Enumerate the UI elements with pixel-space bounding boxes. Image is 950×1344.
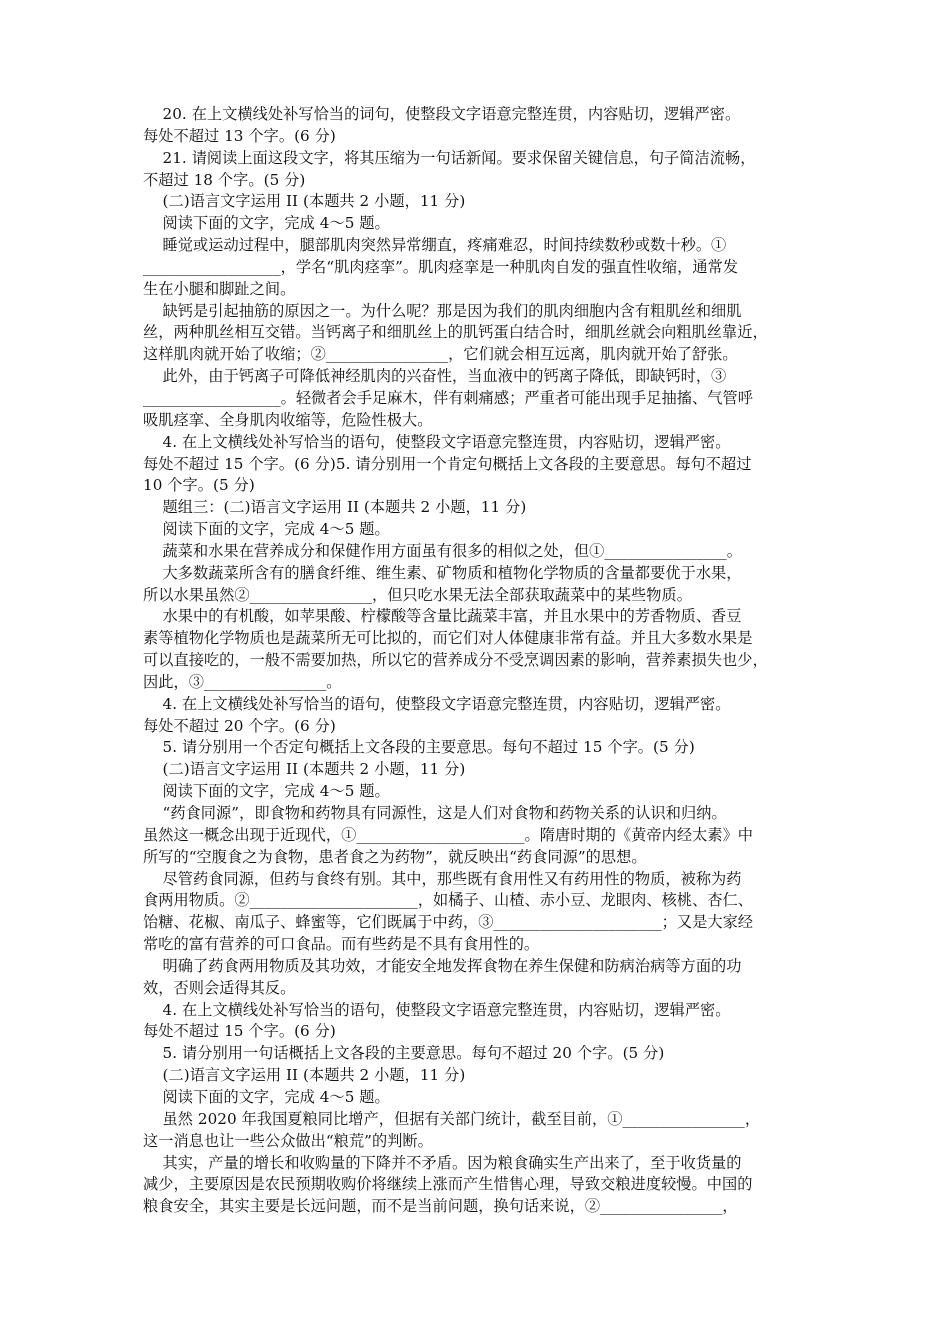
text-line: 不超过 18 个字。(5 分) <box>143 170 306 189</box>
text-line: 每处不超过 20 个字。(6 分) <box>143 716 336 735</box>
text-line: 食两用物质。②______________________，如橘子、山楂、赤小豆、龙眼肉、核桃、杏仁、 <box>143 891 754 910</box>
text-line: 阅读下面的文字，完成 4～5 题。 <box>143 520 390 539</box>
text-line: __________________。轻微者会手足麻木，伴有刺痛感；严重者可能出现手足抽搐、气管呼 <box>143 388 753 407</box>
text-line: 水果中的有机酸，如苹果酸、柠檬酸等含量比蔬菜丰富，并且水果中的芳香物质、香豆 <box>143 607 742 626</box>
text-line: 4. 在上文横线处补写恰当的语句，使整段文字语意完整连贯，内容贴切，逻辑严密。 <box>143 432 731 451</box>
text-line: 这一消息也让一些公众做出“粮荒”的判断。 <box>143 1131 433 1150</box>
text-line: 其实，产量的增长和收购量的下降并不矛盾。因为粮食确实生产出来了，至于收货量的 <box>143 1153 742 1172</box>
text-line: 素等植物化学物质也是蔬菜所无可比拟的，而它们对人体健康非常有益。并且大多数水果是 <box>143 629 753 648</box>
text-line: 这样肌肉就开始了收缩；②________________，它们就会相互远离，肌肉就开始了舒张。 <box>143 345 738 364</box>
text-line: 缺钙是引起抽筋的原因之一。为什么呢？那是因为我们的肌肉细胞内含有粗肌丝和细肌 <box>143 301 742 320</box>
text-line: 明确了药食两用物质及其功效，才能安全地发挥食物在养生保健和防病治病等方面的功 <box>143 956 742 975</box>
text-line: 10 个字。(5 分) <box>143 476 255 495</box>
text-line: 每处不超过 15 个字。(6 分)5. 请分别用一个肯定句概括上文各段的主要意思。每句不超过 <box>143 454 752 473</box>
text-line: 丝，两种肌丝相互交错。当钙离子和细肌丝上的肌钙蛋白结合时，细肌丝就会向粗肌丝靠近， <box>143 323 768 342</box>
text-line: 因此，③________________。 <box>143 672 342 691</box>
text-line: 尽管药食同源，但药与食终有别。其中，那些既有食用性又有药用性的物质，被称为药 <box>143 869 742 888</box>
text-line: (二)语言文字运用 II (本题共 2 小题，11 分) <box>143 192 466 211</box>
text-line: 5. 请分别用一句话概括上文各段的主要意思。每句不超过 20 个字。(5 分) <box>143 1044 665 1063</box>
text-line: 所写的“空腹食之为食物，患者食之为药物”，就反映出“药食同源”的思想。 <box>143 847 647 866</box>
text-line: 20. 在上文横线处补写恰当的词句，使整段文字语意完整连贯，内容贴切，逻辑严密。 <box>143 105 741 123</box>
text-line: __________________，学名“肌肉痉挛”。肌肉痉挛是一种肌肉自发的强直性收缩，通常发 <box>143 257 739 276</box>
text-line: 4. 在上文横线处补写恰当的语句，使整段文字语意完整连贯，内容贴切，逻辑严密。 <box>143 694 731 713</box>
text-line: (二)语言文字运用 II (本题共 2 小题，11 分) <box>143 760 466 779</box>
text-line: 睡觉或运动过程中，腿部肌肉突然异常绷直，疼痛难忍，时间持续数秒或数十秒。① <box>143 236 727 255</box>
text-line: 阅读下面的文字，完成 4～5 题。 <box>143 782 390 801</box>
text-line: 常吃的富有营养的可口食品。而有些药是不具有食用性的。 <box>143 935 540 954</box>
text-line: 每处不超过 15 个字。(6 分) <box>143 1022 336 1041</box>
text-line: 饴糖、花椒、南瓜子、蜂蜜等，它们既属于中药，③______________________；又是大家经 <box>143 913 754 932</box>
text-line: (二)语言文字运用 II (本题共 2 小题，11 分) <box>143 1066 466 1085</box>
text-line: 蔬菜和水果在营养成分和保健作用方面虽有很多的相似之处，但①________________。 <box>143 541 742 560</box>
text-line: 粮食安全，其实主要是长远问题，而不是当前问题，换句话来说，②________________， <box>143 1197 738 1216</box>
text-line: 吸肌痉挛、全身肌肉收缩等，危险性极大。 <box>143 410 433 429</box>
text-line: 生在小腿和脚趾之间。 <box>143 279 296 298</box>
text-line: 阅读下面的文字，完成 4～5 题。 <box>143 214 390 233</box>
text-line: 大多数蔬菜所含有的膳食纤维、维生素、矿物质和植物化学物质的含量都要优于水果， <box>143 563 742 582</box>
text-line: 阅读下面的文字，完成 4～5 题。 <box>143 1087 390 1106</box>
text-line: 此外，由于钙离子可降低神经肌肉的兴奋性，当血液中的钙离子降低，即缺钙时，③ <box>143 367 727 386</box>
text-line: 效，否则会适得其反。 <box>143 978 296 997</box>
text-line: 21. 请阅读上面这段文字，将其压缩为一句话新闻。要求保留关键信息，句子简洁流畅， <box>143 148 756 167</box>
text-line: 减少，主要原因是农民预期收购价将继续上涨而产生惜售心理，导致交粮进度较慢。中国的 <box>143 1175 753 1194</box>
text-line: 虽然这一概念出现于近现代，①______________________。隋唐时期的《黄帝内经太素》中 <box>143 825 754 844</box>
text-line: 所以水果虽然②________________，但只吃水果无法全部获取蔬菜中的某些物质。 <box>143 585 692 604</box>
text-line: 可以直接吃的，一般不需要加热，所以它的营养成分不受烹调因素的影响，营养素损失也少， <box>143 651 768 670</box>
text-line: 每处不超过 13 个字。(6 分) <box>143 126 336 145</box>
text-line: “药食同源”，即食物和药物具有同源性，这是人们对食物和药物关系的认识和归纳。 <box>143 804 727 822</box>
text-line: 题组三：(二)语言文字运用 II (本题共 2 小题，11 分) <box>143 498 527 517</box>
document-body <box>143 104 809 1218</box>
text-line: 4. 在上文横线处补写恰当的语句，使整段文字语意完整连贯，内容贴切，逻辑严密。 <box>143 1000 731 1019</box>
text-line: 5. 请分别用一个否定句概括上文各段的主要意思。每句不超过 15 个字。(5 分) <box>143 738 695 757</box>
text-line: 虽然 2020 年我国夏粮同比增产，但据有关部门统计，截至目前，①________________， <box>143 1109 761 1128</box>
